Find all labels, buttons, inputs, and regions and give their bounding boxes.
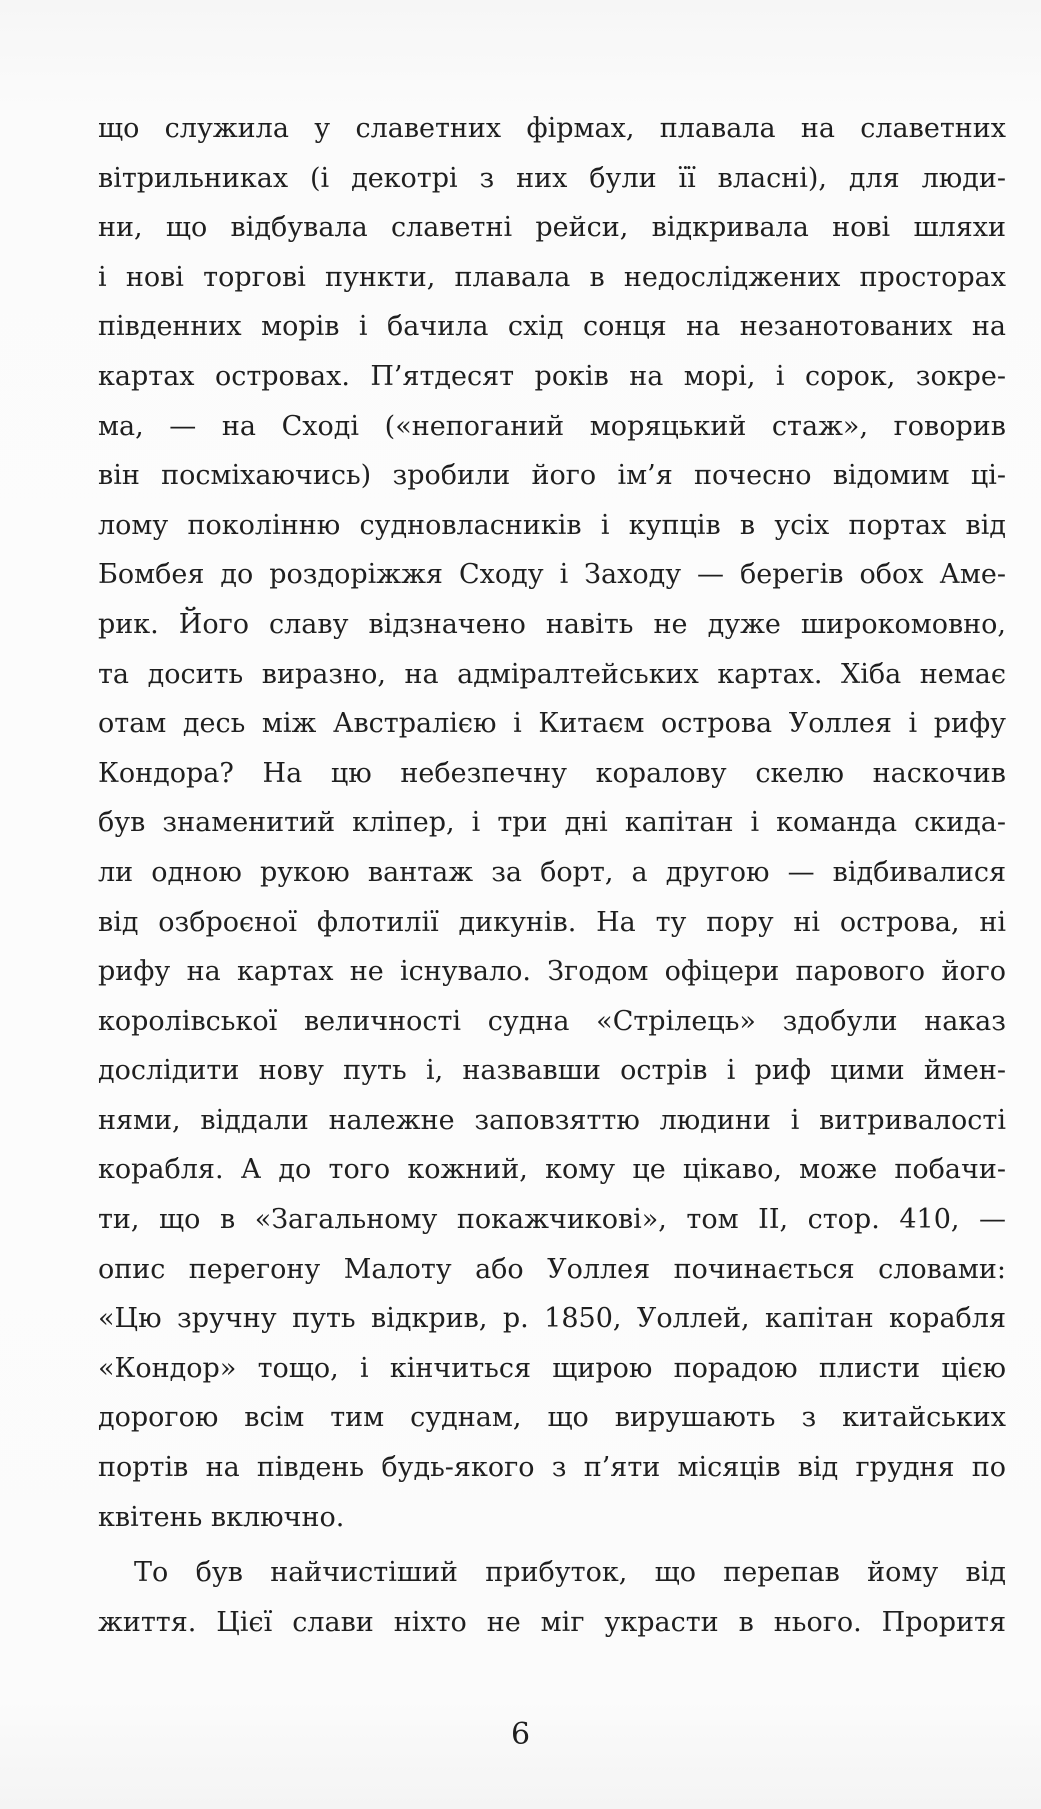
paragraph-2	[98, 1548, 1006, 1647]
text-line: портів на південь будь-якого з п’яти місяців від грудня по	[98, 1452, 1006, 1484]
text-line: був знаменитий кліпер, і три дні капітан і команда скида-	[98, 807, 1006, 839]
text-line: та досить виразно, на адміралтейських картах. Хіба немає	[98, 658, 1006, 690]
text-line: південних морів і бачила схід сонця на незанотованих на	[98, 311, 1006, 343]
text-line: ти, що в «Загальному покажчикові», том II, стор. 410, —	[98, 1204, 1006, 1236]
text-line: То був найчистіший прибуток, що перепав йому від	[134, 1557, 1006, 1589]
text-line: вітрильниках (і декотрі з них були її власні), для люди-	[98, 162, 1006, 194]
text-line: квітень включно.	[98, 1501, 345, 1533]
text-line: дорогою всім тим суднам, що вирушають з китайських	[98, 1402, 1006, 1434]
text-line: «Кондор» тощо, і кінчиться щирою порадою плисти цією	[98, 1352, 1006, 1384]
text-line: ма, — на Сході («непоганий моряцький стаж», говорив	[98, 410, 1006, 442]
text-line: від озброєної флотилії дикунів. На ту пору ні острова, ні	[98, 906, 1006, 938]
text-line: картах островах. П’ятдесят років на морі, і сорок, зокре-	[98, 360, 1006, 392]
page-number: 6	[510, 1717, 531, 1752]
text-line: рифу на картах не існувало. Згодом офіцери парового його	[98, 956, 1006, 988]
text-line: ли одною рукою вантаж за борт, а другою — відбивалися	[98, 856, 1006, 888]
paragraph-1	[98, 104, 1006, 1542]
text-line: нями, віддали належне заповзяттю людини і витривалості	[98, 1104, 1006, 1136]
text-line: королівської величності судна «Стрілець» здобули наказ	[98, 1005, 1006, 1037]
text-line: і нові торгові пункти, плавала в недосліджених просторах	[98, 261, 1006, 293]
text-line: опис перегону Малоту або Уоллея починається словами:	[98, 1253, 1006, 1285]
text-line: ни, що відбувала славетні рейси, відкривала нові шляхи	[98, 212, 1006, 244]
text-line: отам десь між Австралією і Китаєм острова Уоллея і рифу	[98, 708, 1006, 740]
text-line: рик. Його славу відзначено навіть не дуже широкомовно,	[98, 608, 1006, 640]
text-line: дослідити нову путь і, назвавши острів і риф цими ймен-	[98, 1055, 1006, 1087]
text-line: «Цю зручну путь відкрив, р. 1850, Уоллей, капітан корабля	[98, 1303, 1006, 1335]
text-line: лому поколінню судновласників і купців в усіх портах від	[98, 509, 1006, 541]
text-line: Бомбея до роздоріжжя Сходу і Заходу — берегів обох Аме-	[98, 559, 1006, 591]
text-line: Кондора? На цю небезпечну коралову скелю наскочив	[98, 757, 1006, 789]
text-line: життя. Цієї слави ніхто не міг украсти в нього. Проритя	[98, 1606, 1006, 1638]
text-line: що служила у славетних фірмах, плавала на славетних	[98, 113, 1006, 144]
text-line: корабля. А до того кожний, кому це цікаво, може побачи-	[98, 1154, 1006, 1186]
body-text	[98, 104, 1006, 1647]
text-line: він посміхаючись) зробили його ім’я почесно відомим ці-	[98, 460, 1006, 492]
